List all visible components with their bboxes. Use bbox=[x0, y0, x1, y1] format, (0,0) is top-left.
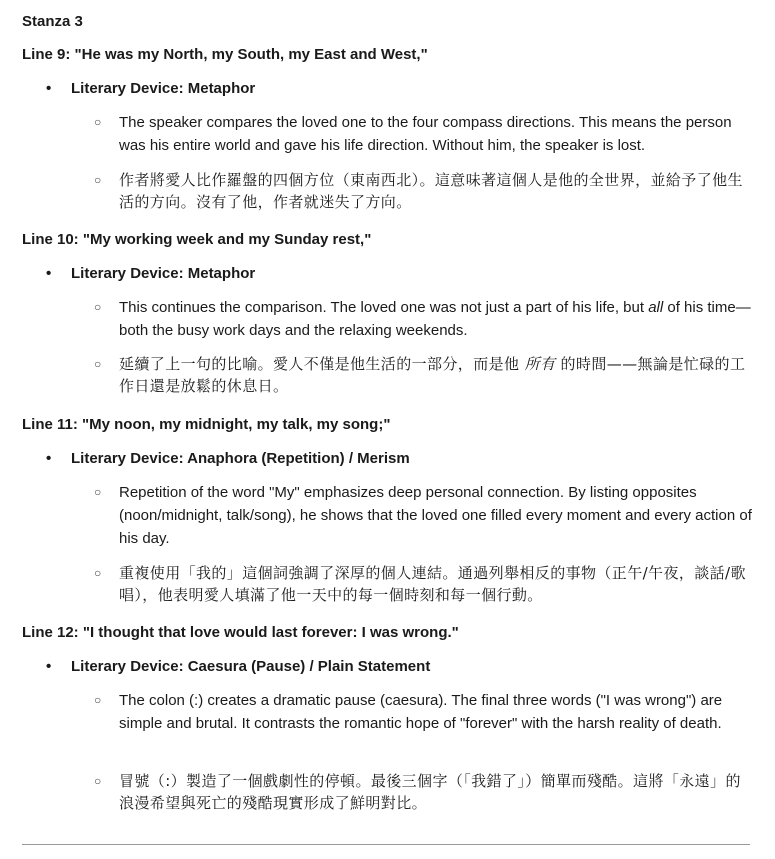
bullet-disc: • bbox=[46, 450, 52, 467]
bullet-disc: • bbox=[46, 265, 52, 282]
line-10-english-note bbox=[94, 296, 754, 342]
note-text-start: 延續了上一句的比喻。愛人不僅是他生活的一部分，而是他 bbox=[119, 355, 525, 373]
note-text-end: 的時間——無論是忙碌的工作日還是放鬆的休息日。 bbox=[119, 355, 746, 395]
note-emphasis: all bbox=[648, 299, 664, 316]
note-text-start: This continues the comparison. The loved one was not just a part of his life, but bbox=[119, 299, 649, 316]
line-11-device bbox=[46, 449, 410, 469]
bullet-circle: ○ bbox=[94, 693, 102, 707]
note-emphasis: 所有 bbox=[524, 355, 556, 373]
note-text: The speaker compares the loved one to the four compass directions. This means the person was his entire world and gave his life direction. Without him, the speaker is lost. bbox=[119, 114, 732, 154]
line-12-english-note bbox=[94, 689, 754, 735]
horizontal-divider bbox=[22, 844, 750, 845]
device-label: Literary Device: Caesura (Pause) / Plain Statement bbox=[71, 658, 431, 675]
line-12-device bbox=[46, 657, 430, 677]
note-text-end: of his time—both the busy work days and the relaxing weekends. bbox=[119, 299, 751, 339]
line-10-heading: Line 10: "My working week and my Sunday rest," bbox=[22, 231, 372, 248]
line-9-chinese-note bbox=[94, 169, 754, 213]
line-11-heading: Line 11: "My noon, my midnight, my talk, my song;" bbox=[22, 416, 391, 433]
line-12-chinese-note bbox=[94, 770, 754, 814]
note-text: 重複使用「我的」這個詞強調了深厚的個人連結。通過列舉相反的事物（正午/午夜，談話/歌唱），他表明愛人填滿了他一天中的每一個時刻和每一個行動。 bbox=[119, 564, 746, 604]
line-11-chinese-note bbox=[94, 562, 754, 606]
device-label: Literary Device: Metaphor bbox=[71, 265, 256, 282]
bullet-disc: • bbox=[46, 658, 52, 675]
line-10-device bbox=[46, 264, 255, 284]
line-12-heading: Line 12: "I thought that love would last forever: I was wrong." bbox=[22, 624, 459, 641]
bullet-circle: ○ bbox=[94, 357, 102, 371]
note-text: The colon (:) creates a dramatic pause (caesura). The final three words ("I was wrong") are simple and brutal. It contrasts the romantic hope of "forever" with the harsh reality of death. bbox=[119, 692, 723, 732]
stanza-title: Stanza 3 bbox=[22, 13, 83, 30]
note-text: 作者將愛人比作羅盤的四個方位（東南西北）。這意味著這個人是他的全世界，並給予了他生活的方向。沒有了他，作者就迷失了方向。 bbox=[119, 171, 743, 211]
note-text bbox=[119, 296, 754, 342]
bullet-disc: • bbox=[46, 80, 52, 97]
note-text bbox=[119, 353, 754, 397]
bullet-circle: ○ bbox=[94, 485, 102, 499]
bullet-circle: ○ bbox=[94, 566, 102, 580]
line-9-english-note bbox=[94, 111, 754, 157]
note-text: Repetition of the word "My" emphasizes deep personal connection. By listing opposites (noon/midnight, talk/song), he shows that the loved one filled every moment and every action of his day. bbox=[119, 484, 752, 547]
line-9-heading: Line 9: "He was my North, my South, my East and West," bbox=[22, 46, 428, 63]
line-10-chinese-note bbox=[94, 353, 754, 397]
line-11-english-note bbox=[94, 481, 754, 550]
bullet-circle: ○ bbox=[94, 115, 102, 129]
bullet-circle: ○ bbox=[94, 173, 102, 187]
bullet-circle: ○ bbox=[94, 774, 102, 788]
line-9-device bbox=[46, 79, 255, 99]
device-label: Literary Device: Metaphor bbox=[71, 80, 256, 97]
device-label: Literary Device: Anaphora (Repetition) / Merism bbox=[71, 450, 410, 467]
note-text: 冒號（:）製造了一個戲劇性的停頓。最後三個字（「我錯了」）簡單而殘酷。這將「永遠」的浪漫希望與死亡的殘酷現實形成了鮮明對比。 bbox=[119, 772, 741, 812]
bullet-circle: ○ bbox=[94, 300, 102, 314]
